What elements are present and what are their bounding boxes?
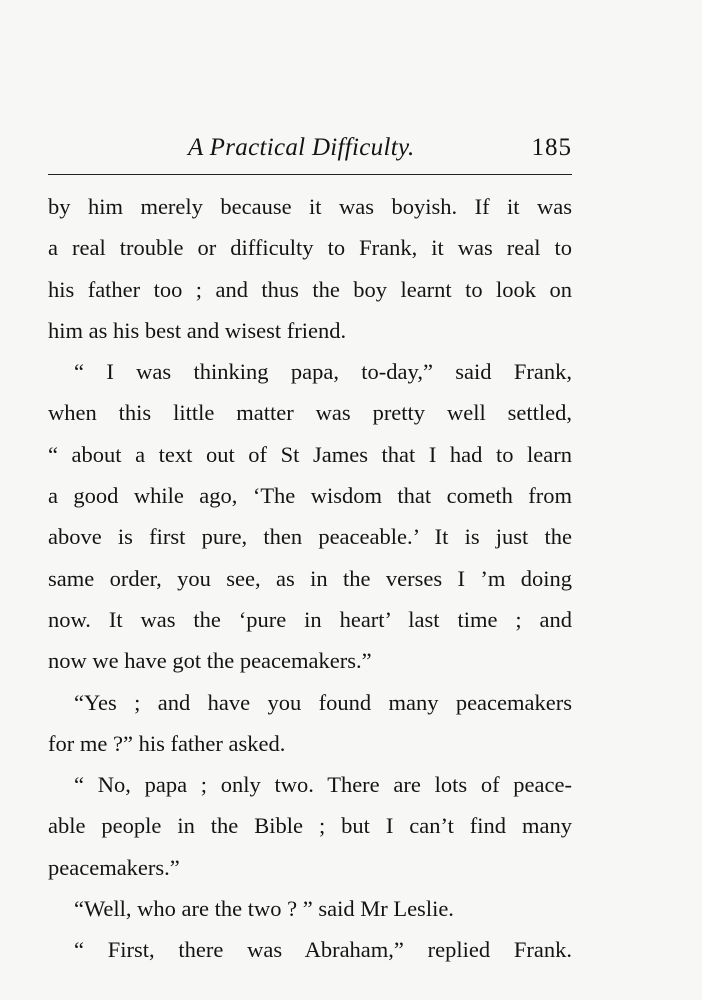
page-number: 185 [531,134,572,161]
text-line: now we have got the peacemakers.” [48,648,372,674]
body-text [48,186,572,971]
text-line: for me ?” his father asked. [48,730,286,756]
text-line: “Yes ; and have you found many peacemakers [74,689,572,715]
text-line: by him merely because it was boyish. If it was [48,194,572,219]
text-line: when this little matter was pretty well settled, [48,400,572,426]
text-line: above is first pure, then peaceable.’ It is just the [48,524,572,550]
text-line: “ No, papa ; only two. There are lots of peace- [74,772,572,798]
text-line: “ about a text out of St James that I had to learn [48,441,572,467]
running-head [48,134,572,168]
text-line: a good while ago, ‘The wisdom that cometh from [48,483,572,509]
text-line: now. It was the ‘pure in heart’ last time ; and [48,606,572,632]
text-line: him as his best and wisest friend. [48,317,347,343]
text-line: “Well, who are the two ? ” said Mr Leslie. [74,896,454,922]
text-line: “ I was thinking papa, to-day,” said Frank, [74,359,572,385]
text-line: same order, you see, as in the verses I ’m doing [48,565,572,591]
text-line: “ First, there was Abraham,” replied Frank. [74,937,572,963]
running-title: A Practical Difficulty. [188,134,415,161]
text-line: peacemakers.” [48,854,180,880]
text-line: able people in the Bible ; but I can’t find many [48,813,572,839]
text-line: a real trouble or difficulty to Frank, it was real to [48,235,572,261]
header-rule [48,174,572,175]
text-line: his father too ; and thus the boy learnt to look on [48,276,572,302]
